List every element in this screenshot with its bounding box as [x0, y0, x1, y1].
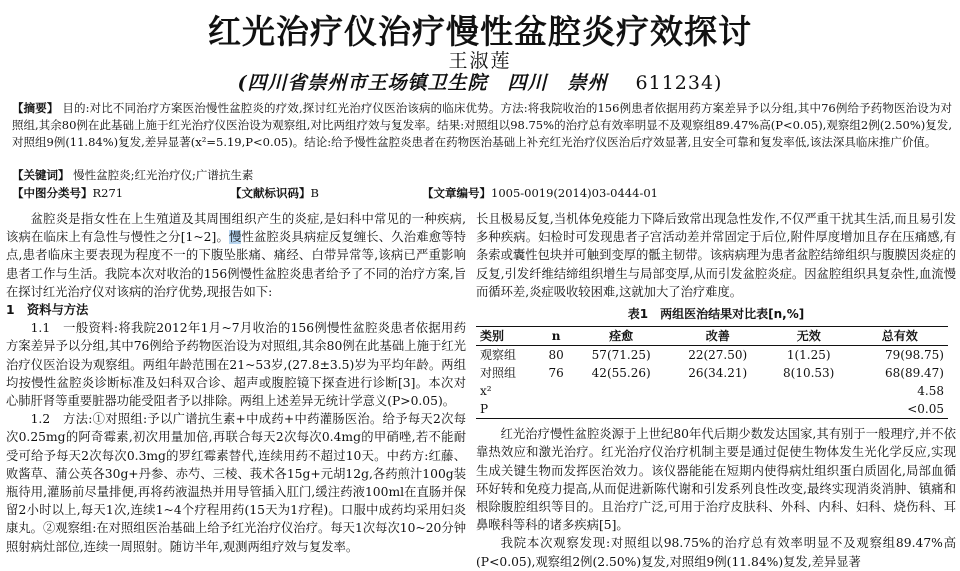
table-cell [573, 382, 670, 400]
keywords-label: 【关键词】 [12, 168, 70, 182]
abstract [12, 100, 952, 151]
table-header-cell: 改善 [669, 327, 766, 346]
table-cell: 80 [548, 348, 564, 363]
paper-title: 红光治疗仪治疗慢性盆腔炎疗效探讨 [208, 12, 752, 51]
left-column [6, 210, 466, 556]
table-cell: 76 [548, 366, 564, 381]
article-id [422, 185, 658, 201]
table-header-row [476, 327, 948, 346]
table-cell: 57(71.25) [591, 348, 651, 363]
doc-code-label: 【文献标识码】 [230, 186, 311, 200]
abstract-text: 目的:对比不同治疗方案医治慢性盆腔炎的疗效,探讨红光治疗仪医治该病的临床优势。方法:将我院收治的156例患者依据用药方案差异予以分组,其中76例给予药物医治设为对照组,其余80例在此基础上施于红光治疗仪医治设为观察组,对比两组疗效与复发率。结果:对照组以98.75%的治疗总有效率明显不及观察组89.47%高(P<0.05),观察组2例(2.50%)复发,对照组9例(11.84%)复发,差异显著(x²=5.19,P<0.05)。结论:给予慢性盆腔炎患者在药物医治基础上补充红光治疗仪医治后疗效显著,且安全可靠和复发率低,该法深具临床推广价值。 [12, 101, 953, 149]
table-cell: 42(55.26) [591, 366, 651, 381]
table-cell [766, 400, 852, 419]
table-caption: 表1 两组医治结果对比表[n,%] [627, 307, 805, 322]
table-cell: 对照组 [480, 366, 517, 381]
table-cell [539, 400, 573, 419]
intro-text-a: 盆腔炎是指女性在上生殖道及其周围组织产生的炎症,是妇科中常见的一种疾病,该病在临床上有急性与慢性之分[1~2]。 [6, 212, 466, 245]
table-cell: 1(1.25) [786, 348, 831, 363]
table-row [476, 382, 948, 400]
table-cell: 22(27.50) [688, 348, 748, 363]
article-id-label: 【文章编号】 [422, 186, 491, 200]
table-cell: 79(98.75) [885, 348, 944, 363]
table-row [476, 346, 948, 365]
table-row [476, 400, 948, 419]
abstract-label: 【摘要】 [12, 101, 59, 115]
article-id-value: 1005-0019(2014)03-0444-01 [491, 186, 658, 200]
table-row [476, 364, 948, 382]
table-header-cell: 类别 [476, 327, 539, 346]
keywords [12, 167, 253, 183]
table-cell: <0.05 [851, 400, 948, 419]
table-cell [669, 382, 766, 400]
table-cell: 观察组 [480, 348, 517, 363]
intro-text-b: 性盆腔炎具病症反复缠长、久治难愈等特点,患者临床主要表现为程度不一的下腹坠胀痛、痛经、白带异常等,该病已严重影响患者工作与生活。我院本次对收治的156例慢性盆腔炎患者给予了不同的治疗方案,旨在探讨红光治疗仪对该病的治疗优势,现报告如下: [6, 230, 466, 299]
table-cell: 8(10.53) [783, 366, 835, 381]
table-header-cell: n [539, 327, 573, 346]
text-selection-highlight[interactable]: 慢 [228, 230, 242, 245]
keywords-text: 慢性盆腔炎;红光治疗仪;广谱抗生素 [73, 168, 254, 182]
table-cell [573, 400, 670, 419]
general-info-paragraph: 1.1 一般资料:将我院2012年1月~7月收治的156例慢性盆腔炎患者依据用药方案差异予以分组,其中76例给予药物医治设为对照组,其余80例在此基础上施于红光治疗仪医治设为观察组。两组年龄范围在21~53岁,(27.8±3.5)岁为平均年龄。两组均按慢性盆腔炎诊断标准及妇科双合诊、超声或腹腔镜下探查进行诊断[3]。本次对心肺肝肾等重要脏器功能受阻者予以排除。两组上述差异无统计学意义(P>0.05)。 [6, 321, 466, 409]
doc-code-value: B [310, 186, 319, 200]
discussion-paragraph: 红光治疗慢性盆腔炎源于上世纪80年代后期少数发达国家,其有别于一般理疗,并不依靠热效应和激光治疗。红光治疗仪治疗机制主要是通过促使生物体发生光化学反应,实现生成关键生物而发挥医治效力。该仪器能能在短期内使得病灶组织蛋白质固化,局部血循环好转和免疫力提高,从而促进新陈代谢和引发系列良性改变,最终实现消炎消肿、镇痛和根除腹腔组织等目的。且治疗广泛,可用于治疗皮肤科、外科、内科、妇科、烧伤科、耳鼻喉科等科的诸多疾病[5]。 [476, 427, 956, 533]
pathology-paragraph: 长且极易反复,当机体免疫能力下降后致常出现急性发作,不仅严重干扰其生活,而且易引发多种疾病。妇检时可发现患者子宫活动差并常固定于后位,附件厚度增加且存在压痛感,有条索或囊性包块并可触到变厚的骶主韧带。该病病理为患者盆腔结缔组织与腹膜因炎症的反复,引发纤维结缔组织增生与局部变厚,从而引发盆腔炎症。因盆腔组织具复杂性,血流慢而循环差,炎症吸收较困难,这就加大了治疗难度。 [476, 212, 956, 299]
results-table [476, 326, 948, 419]
table-cell [539, 382, 573, 400]
table-header-cell: 无效 [766, 327, 852, 346]
table-cell: P [476, 400, 539, 419]
affiliation-text: (四川省崇州市王场镇卫生院 四川 崇州 [237, 72, 608, 94]
methods-paragraph: 1.2 方法:①对照组:予以广谱抗生素+中成药+中药灌肠医治。给予每天2次每次0.25mg的阿奇霉素,初次用量加倍,再联合每天2次每次0.4mg的甲硝唑,若不能耐受可给予每天2次每次0.3mg的罗红霉素替代,连续用药不超过10天。中药方:红藤、败酱草、蒲公英各30g+丹参、赤芍、三棱、莪术各15g+元胡12g,各药煎汁100g装瓶待用,灌肠前尽量排便,再将药液温热并用导管插入肛门,缓注药液100ml在直肠并保留2小时以上,每天1次,连续1~4个疗程用药(15天为1疗程)。口服中成药均采用妇炎康丸。②观察组:在对照组医治基础上给予红光治疗仪治疗。每天1次每次10~20分钟照射病灶部位,连续一周照射。随访半年,观测两组疗效与复发率。 [6, 412, 466, 554]
section-heading: 1 资料与方法 [6, 303, 89, 318]
right-column [476, 210, 956, 571]
clc-number [12, 185, 123, 201]
clc-label: 【中图分类号】 [12, 186, 93, 200]
clc-value: R271 [92, 186, 124, 200]
table-cell: x² [480, 384, 492, 399]
table-cell: 4.58 [917, 384, 944, 399]
table-header-cell: 总有效 [851, 327, 948, 346]
postcode: 611234) [635, 72, 723, 94]
conclusion-paragraph: 我院本次观察发现:对照组以98.75%的治疗总有效率明显不及观察组89.47%高(P<0.05),观察组2例(2.50%)复发,对照组9例(11.84%)复发,差异显著 [476, 536, 956, 569]
table-header-cell: 痊愈 [573, 327, 670, 346]
author-name: 王淑莲 [448, 50, 512, 72]
affiliation [0, 68, 960, 95]
table-cell [766, 382, 852, 400]
table-cell [669, 400, 766, 419]
table-cell: 26(34.21) [688, 366, 748, 381]
document-code [230, 185, 319, 201]
table-cell: 68(89.47) [885, 366, 944, 381]
intro-paragraph [6, 210, 466, 301]
